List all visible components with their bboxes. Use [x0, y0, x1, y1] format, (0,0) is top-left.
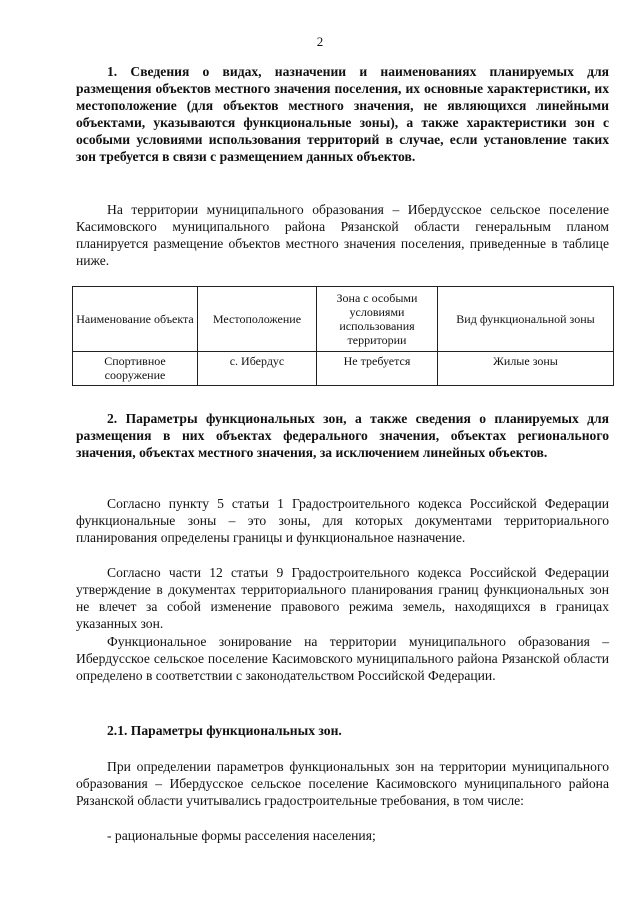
section-2-paragraph: Согласно пункту 5 статьи 1 Градостроительного кодекса Российской Федерации функциональные зоны – это зоны, для которых документами территориального планирования определены границы и функциональное назначение.	[76, 496, 609, 545]
section-2-heading: 2. Параметры функциональных зон, а также сведения о планируемых для размещения в них объектах федерального значения, объектах регионального значения, объектах местного значения, за исключением линейных объектов.	[76, 411, 609, 460]
section-1-heading: 1. Сведения о видах, назначении и наименованиях планируемых для размещения объектов местного значения поселения, их основные характеристики, их местоположение (для объектов местного значения, не являющихся линейными объектами, указываются функциональные зоны), а также характеристики зон с особыми условиями использования территорий в случае, если установление таких зон требуется в связи с размещением данных объектов.	[76, 64, 609, 164]
list-item: - рациональные формы расселения населения;	[107, 828, 376, 843]
table-header-cell: Местоположение	[198, 287, 317, 352]
table-cell: с. Ибердус	[198, 352, 317, 386]
section-1-paragraph: На территории муниципального образования – Ибердусское сельское поселение Касимовского муниципального района Рязанской области генеральным планом планируется размещение объектов местного значения поселения, приведенные в таблице ниже.	[76, 202, 609, 268]
table-header-cell: Вид функциональной зоны	[438, 287, 614, 352]
table-header-row	[73, 287, 614, 352]
table-header-cell: Зона с особыми условиями использования территории	[317, 287, 438, 352]
subsection-paragraph: При определении параметров функциональных зон на территории муниципального образования – Ибердусское сельское поселение Касимовского муниципального района Рязанской области учитывались градостроительные требования, в том числе:	[76, 759, 609, 808]
table-cell: Спортивное сооружение	[73, 352, 198, 386]
section-2-paragraph: Функциональное зонирование на территории муниципального образования – Ибердусское сельское поселение Касимовского муниципального района Рязанской области определено в соответствии с законодательством Российской Федерации.	[76, 634, 609, 683]
page-number: 2	[316, 34, 324, 49]
table-cell: Жилые зоны	[438, 352, 614, 386]
table-header-cell: Наименование объекта	[73, 287, 198, 352]
table-cell: Не требуется	[317, 352, 438, 386]
section-2-paragraph: Согласно части 12 статьи 9 Градостроительного кодекса Российской Федерации утверждение в документах территориального планирования границ функциональных зон не влечет за собой изменение правового режима земель, находящихся в границах указанных зон.	[76, 565, 609, 631]
table-row	[73, 352, 614, 386]
subsection-heading: 2.1. Параметры функциональных зон.	[107, 723, 342, 738]
objects-table	[72, 286, 614, 386]
